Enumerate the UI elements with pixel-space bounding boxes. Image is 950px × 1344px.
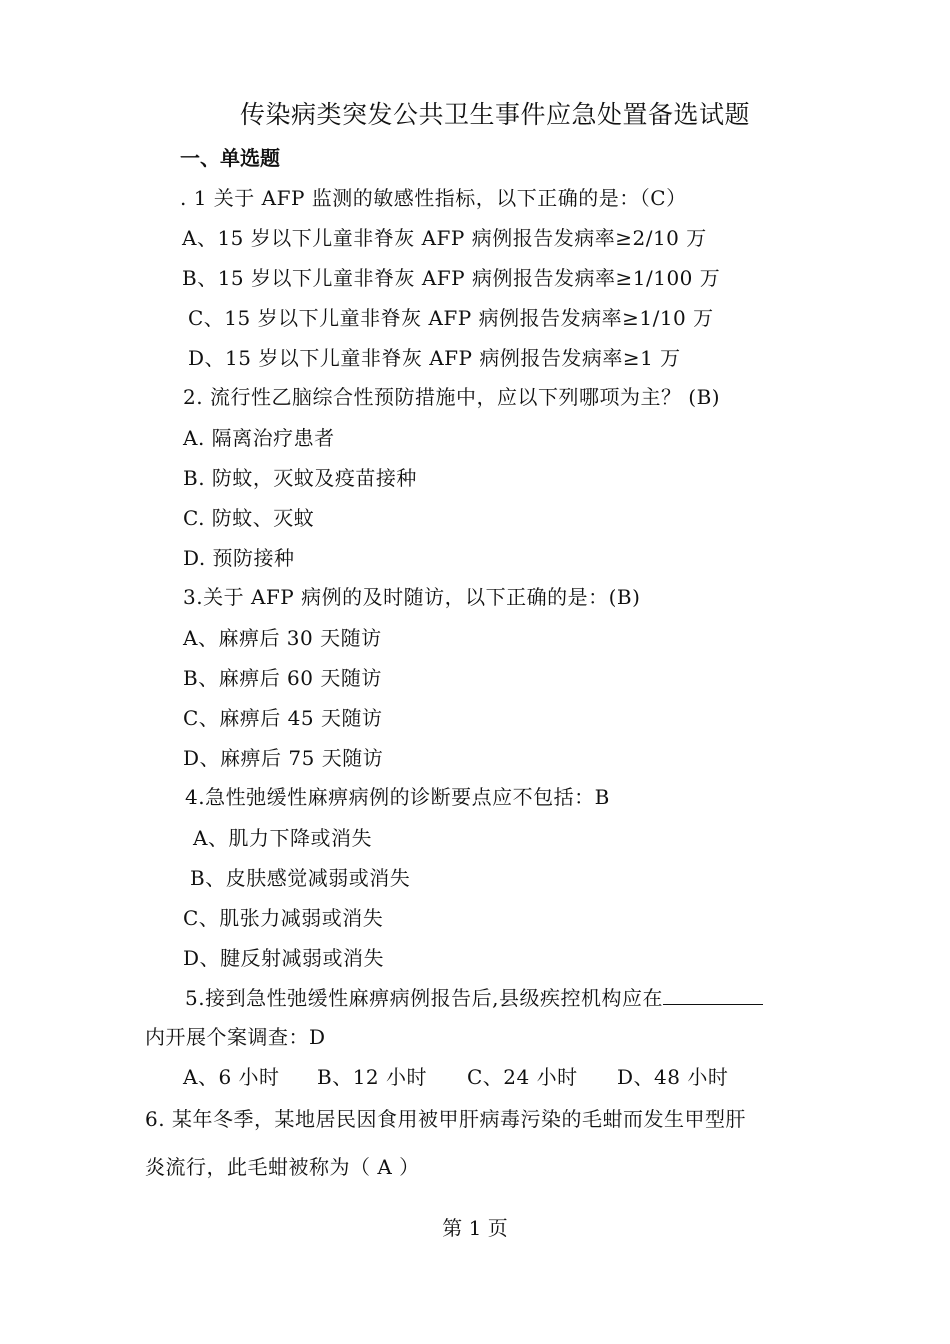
question-2-option-a: A. 隔离治疗患者	[183, 426, 335, 450]
question-5-stem-text: 5.接到急性弛缓性麻痹病例报告后,县级疾控机构应在	[185, 986, 663, 1010]
question-4-stem: 4.急性弛缓性麻痹病例的诊断要点应不包括：B	[185, 785, 610, 809]
question-4-option-c: C、肌张力减弱或消失	[183, 906, 384, 930]
question-5-stem-line-1	[185, 985, 763, 1011]
question-4-option-b: B、皮肤感觉减弱或消失	[190, 866, 411, 890]
question-4-option-a: A、肌力下降或消失	[193, 826, 372, 850]
question-5-option-d: D、48 小时	[617, 1065, 729, 1089]
question-2-stem: 2. 流行性乙脑综合性预防措施中，应以下列哪项为主？ (B)	[183, 385, 721, 409]
question-3-option-b: B、麻痹后 60 天随访	[183, 666, 382, 690]
question-4-option-d: D、腱反射减弱或消失	[183, 946, 385, 970]
question-2-option-d: D. 预防接种	[183, 546, 295, 570]
question-5-option-a: A、6 小时	[183, 1065, 280, 1089]
question-1-option-d: D、15 岁以下儿童非脊灰 AFP 病例报告发病率≥1 万	[188, 346, 681, 370]
question-5-option-b: B、12 小时	[317, 1065, 428, 1089]
question-1-option-c: C、15 岁以下儿童非脊灰 AFP 病例报告发病率≥1/10 万	[188, 306, 714, 330]
answer-blank	[663, 986, 763, 1005]
document-title: 传染病类突发公共卫生事件应急处置备选试题	[239, 100, 750, 129]
question-2-option-b: B. 防蚊，灭蚊及疫苗接种	[183, 466, 417, 490]
section-heading: 一、单选题	[180, 146, 280, 170]
question-3-option-d: D、麻痹后 75 天随访	[183, 746, 384, 770]
question-1-option-b: B、15 岁以下儿童非脊灰 AFP 病例报告发病率≥1/100 万	[182, 266, 721, 290]
question-3-stem: 3.关于 AFP 病例的及时随访，以下正确的是：(B)	[183, 585, 641, 609]
question-3-option-a: A、麻痹后 30 天随访	[183, 626, 382, 650]
question-1-stem: . 1 关于 AFP 监测的敏感性指标，以下正确的是：（C）	[180, 186, 687, 210]
question-6-stem-line-1: 6. 某年冬季，某地居民因食用被甲肝病毒污染的毛蚶而发生甲型肝	[145, 1107, 746, 1131]
question-5-stem-line-2: 内开展个案调查：D	[145, 1025, 326, 1049]
question-6-stem-line-2: 炎流行，此毛蚶被称为（ A ）	[145, 1155, 420, 1179]
question-2-option-c: C. 防蚊、灭蚊	[183, 506, 315, 530]
question-1-option-a: A、15 岁以下儿童非脊灰 AFP 病例报告发病率≥2/10 万	[182, 226, 707, 250]
question-5-option-c: C、24 小时	[467, 1065, 578, 1089]
question-3-option-c: C、麻痹后 45 天随访	[183, 706, 383, 730]
page-number: 第 1 页	[442, 1216, 508, 1240]
question-5-options	[183, 1064, 728, 1090]
